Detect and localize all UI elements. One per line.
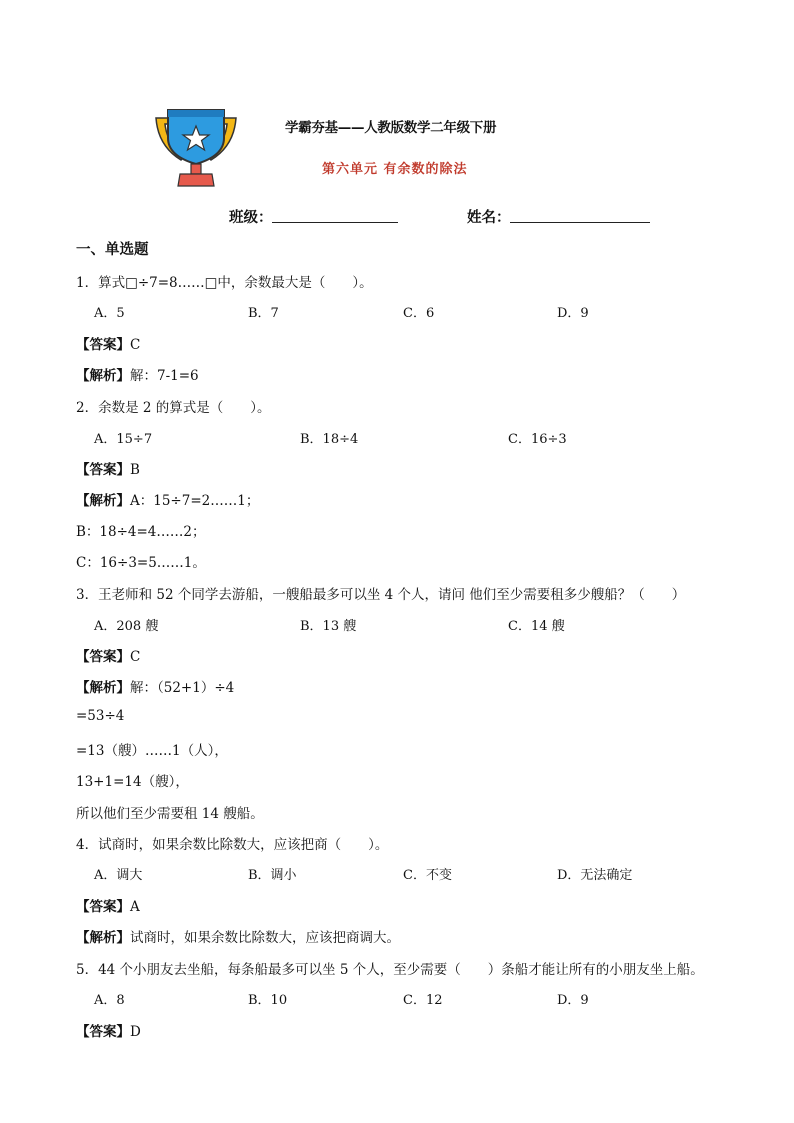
option-1c: C．6 [403, 306, 435, 321]
option-4a: A．调大 [94, 868, 143, 883]
class-input-line[interactable] [272, 222, 398, 223]
analysis-1: 【解析】解：7-1=6 [76, 368, 199, 384]
option-3a: A．208 艘 [94, 619, 159, 634]
option-5b: B．10 [248, 993, 288, 1008]
answer-2: 【答案】B [76, 462, 140, 478]
option-3b: B．13 艘 [300, 619, 357, 634]
question-4-text: 4．试商时，如果余数比除数大，应该把商（ ）。 [76, 837, 389, 853]
option-4c: C．不变 [403, 868, 452, 883]
option-1a: A．5 [94, 306, 125, 321]
name-input-line[interactable] [510, 222, 650, 223]
option-5d: D．9 [557, 993, 589, 1008]
analysis-3-line-5: 所以他们至少需要租 14 艘船。 [76, 806, 264, 822]
name-label: 姓名： [467, 210, 511, 226]
option-1b: B．7 [248, 306, 279, 321]
option-5c: C．12 [403, 993, 443, 1008]
analysis-4: 【解析】试商时，如果余数比除数大，应该把商调大。 [76, 930, 400, 946]
class-label: 班级： [229, 210, 273, 226]
subtitle-partial: 第六单元 有余数的除法 [322, 162, 468, 177]
trophy-logo [150, 104, 242, 188]
option-2a: A．15÷7 [94, 432, 153, 447]
option-2b: B．18÷4 [300, 432, 359, 447]
analysis-3: 【解析】解：（52+1）÷4 [76, 680, 235, 696]
question-3-text: 3．王老师和 52 个同学去游船，一艘船最多可以坐 4 个人，请问 他们至少需要租多少艘船？（ ） [76, 587, 686, 603]
option-4b: B．调小 [248, 868, 297, 883]
option-2c: C．16÷3 [508, 432, 567, 447]
question-1-text: 1．算式□÷7=8……□中，余数最大是（ ）。 [76, 275, 373, 291]
answer-4: 【答案】A [76, 899, 140, 915]
option-5a: A．8 [94, 993, 125, 1008]
question-5-text: 5．44 个小朋友去坐船，每条船最多可以坐 5 个人，至少需要（ ）条船才能让所有的小朋友坐上船。 [76, 962, 704, 978]
answer-5: 【答案】D [76, 1024, 141, 1040]
analysis-2-line-3: C：16÷3=5……1。 [76, 555, 206, 571]
analysis-2-line-2: B：18÷4=4……2； [76, 524, 206, 540]
answer-3: 【答案】C [76, 649, 141, 665]
analysis-3-line-3: =13（艘）……1（人）， [76, 743, 228, 759]
analysis-3-line-4: 13+1=14（艘）， [76, 774, 189, 790]
question-2-text: 2．余数是 2 的算式是（ ）。 [76, 400, 271, 416]
option-1d: D．9 [557, 306, 589, 321]
option-3c: C．14 艘 [508, 619, 565, 634]
section-heading: 一、单选题 [76, 242, 149, 258]
analysis-3-line-2: =53÷4 [76, 708, 125, 724]
option-4d: D．无法确定 [557, 868, 633, 883]
page-title: 学霸夯基——人教版数学二年级下册 [285, 120, 497, 136]
analysis-2: 【解析】A：15÷7=2……1； [76, 493, 260, 509]
answer-1: 【答案】C [76, 337, 141, 353]
